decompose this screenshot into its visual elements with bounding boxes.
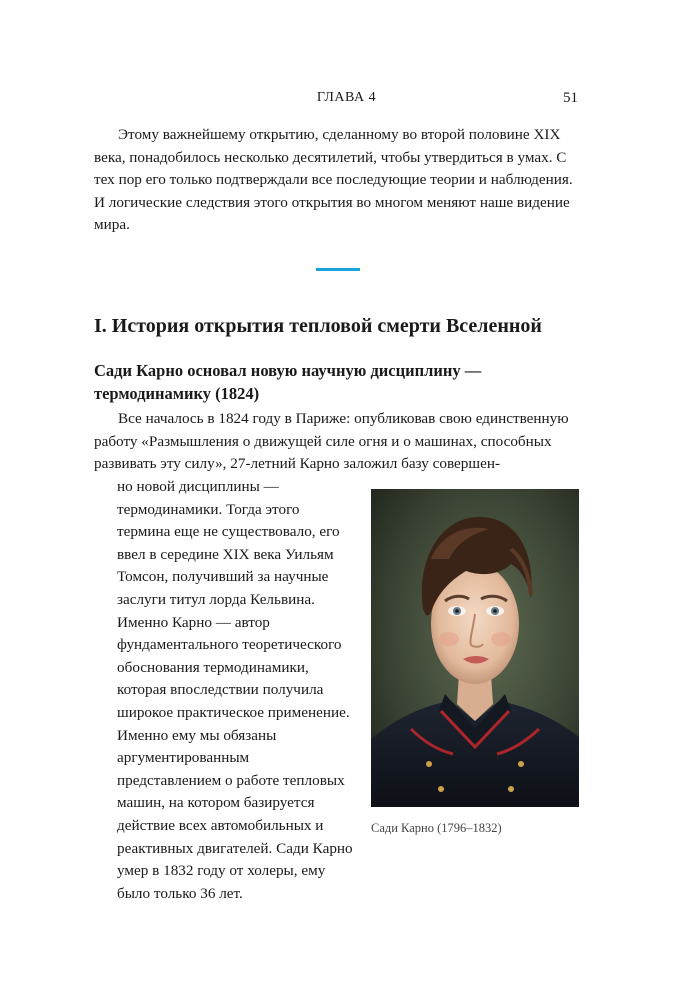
page-number: 51 <box>563 90 578 106</box>
section-heading: I. История открытия тепловой смерти Вселенной <box>94 315 542 337</box>
running-header <box>115 90 578 112</box>
intro-paragraph: Этому важнейшему открытию, сделанному во второй половине XIX века, понадобилось несколько десятилетий, чтобы утвердиться в умах. С тех пор его только подтверждали все последующие теории и наблюдения. И логические следствия этого открытия во многом меняют наше видение мира. <box>94 126 573 234</box>
body-paragraph-start: Все началось в 1824 году в Париже: опубликовав свою единственную работу «Размышления о движущей силе огня и о машинах, способных развивать эту силу», 27-летний Карно заложил базу совершен- <box>94 410 569 473</box>
figure-caption: Сади Карно (1796–1832) <box>371 821 502 835</box>
body-paragraph-continued: но новой дисциплины — термодинамики. Тогда этого термина еще не существовало, его ввел в середине XIX века Уильям Томсон, получивший за научные заслуги титул лорда Кельвина. Именно Карно — автор фундаментального теоретического обоснования термодинамики, которая впоследствии получила широкое практическое применение. Именно ему мы обязаны аргументированным представлением о работе тепловых машин, на котором базируется действие всех автомобильных и реактивных двигателей. Сади Карно умер в 1832 году от холеры, ему было только 36 лет. <box>117 478 353 902</box>
chapter-title: ГЛАВА 4 <box>316 90 377 105</box>
body-text-full-width <box>94 408 578 476</box>
subsection-heading: Сади Карно основал новую научную дисциплину — термодинамику (1824) <box>94 361 482 403</box>
body-text-column <box>117 476 353 905</box>
portrait-image <box>371 489 579 807</box>
intro-section <box>94 124 578 237</box>
section-divider <box>316 268 360 271</box>
portrait-figure <box>371 489 579 836</box>
